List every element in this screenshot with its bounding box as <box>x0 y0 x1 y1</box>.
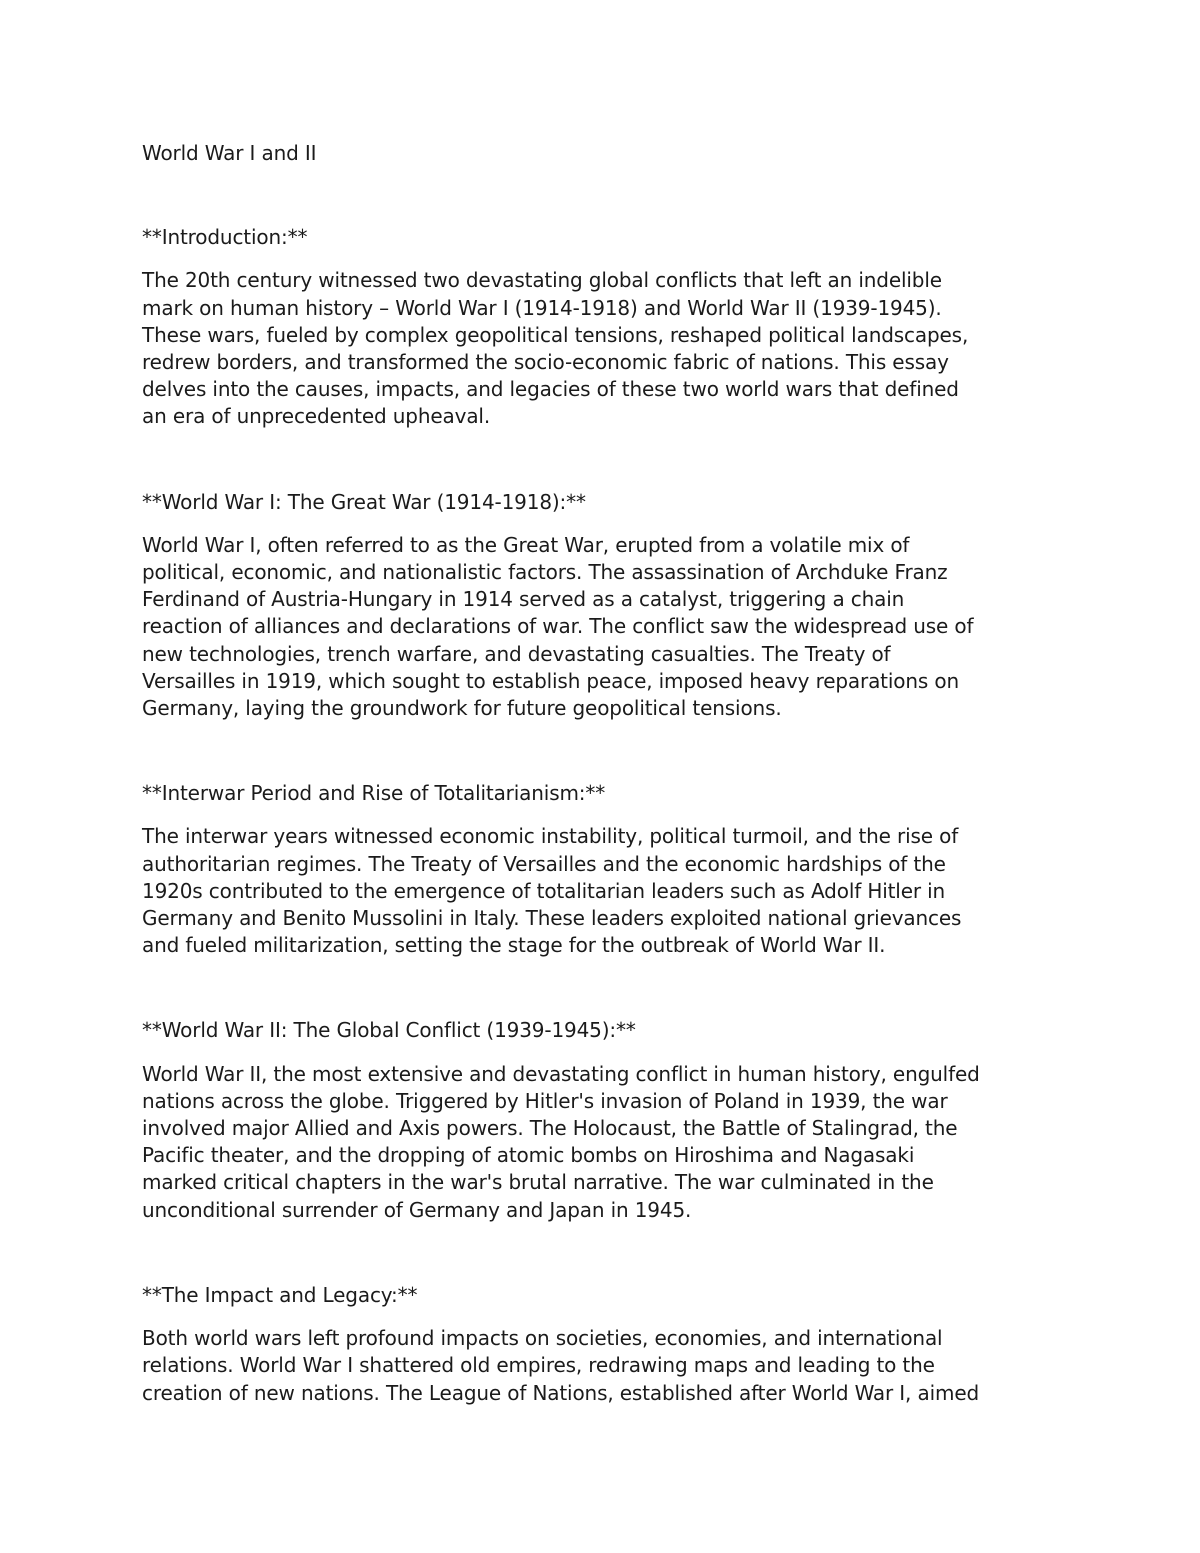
section-heading-world-war-ii: **World War II: The Global Conflict (1939-1945):** <box>142 1018 636 1043</box>
section-heading-world-war-i: **World War I: The Great War (1914-1918):** <box>142 489 586 514</box>
section-paragraph-impact-legacy: Both world wars left profound impacts on societies, economies, and international relations. World War I shattered old empires, redrawing maps and leading to the creation of new nations. The League of Nations, established after World War I, aimed <box>142 1326 980 1405</box>
section-heading-impact-legacy: **The Impact and Legacy:** <box>142 1282 418 1307</box>
document-body <box>142 140 1072 1407</box>
section-heading-interwar: **Interwar Period and Rise of Totalitarianism:** <box>142 781 606 806</box>
document-title: World War I and II <box>142 141 317 165</box>
section-paragraph-introduction: The 20th century witnessed two devastating global conflicts that left an indelible mark on human history – World War I (1914-1918) and World War II (1939-1945). These wars, fueled by complex geopolitical tensions, reshaped political landscapes, redrew borders, and transformed the socio-economic fabric of nations. This essay delves into the causes, impacts, and legacies of these two world wars that defined an era of unprecedented upheaval. <box>142 268 969 429</box>
section-heading-introduction: **Introduction:** <box>142 225 308 250</box>
section-paragraph-world-war-ii: World War II, the most extensive and devastating conflict in human history, engulfed nations across the globe. Triggered by Hitler's invasion of Poland in 1939, the war involved major Allied and Axis powers. The Holocaust, the Battle of Stalingrad, the Pacific theater, and the dropping of atomic bombs on Hiroshima and Nagasaki marked critical chapters in the war's brutal narrative. The war culminated in the unconditional surrender of Germany and Japan in 1945. <box>142 1061 980 1222</box>
section-paragraph-interwar: The interwar years witnessed economic instability, political turmoil, and the rise of authoritarian regimes. The Treaty of Versailles and the economic hardships of the 1920s contributed to the emergence of totalitarian leaders such as Adolf Hitler in Germany and Benito Mussolini in Italy. These leaders exploited national grievances and fueled militarization, setting the stage for the outbreak of World War II. <box>142 824 962 958</box>
section-paragraph-world-war-i: World War I, often referred to as the Great War, erupted from a volatile mix of political, economic, and nationalistic factors. The assassination of Archduke Franz Ferdinand of Austria-Hungary in 1914 served as a catalyst, triggering a chain reaction of alliances and declarations of war. The conflict saw the widespread use of new technologies, trench warfare, and devastating casualties. The Treaty of Versailles in 1919, which sought to establish peace, imposed heavy reparations on Germany, laying the groundwork for future geopolitical tensions. <box>142 532 974 721</box>
